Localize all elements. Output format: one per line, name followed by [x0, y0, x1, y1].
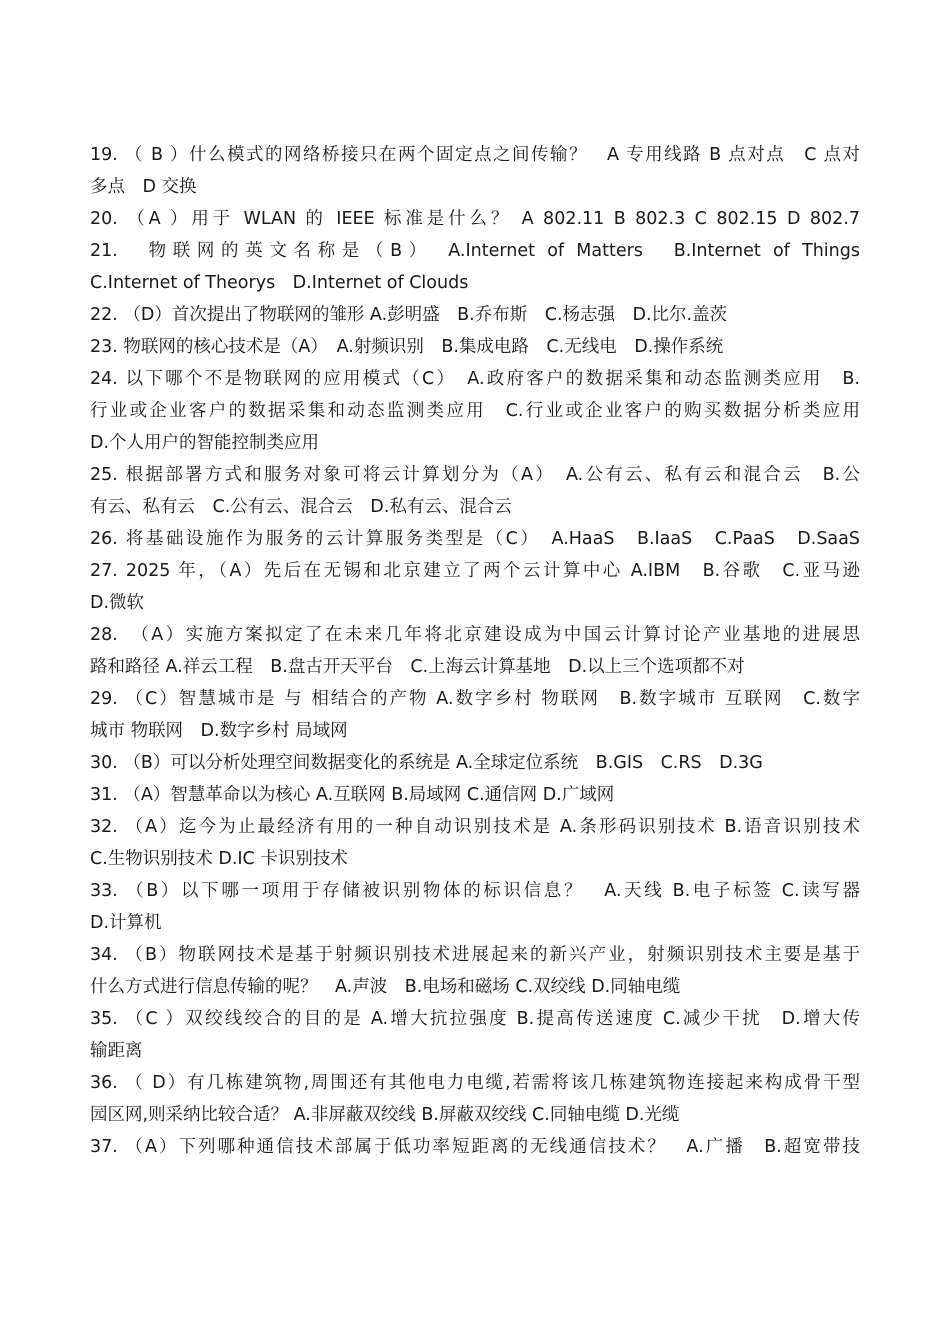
text-line: 34. （B）物联网技术是基于射频识别技术进展起来的新兴产业，射频识别技术主要是基于 — [90, 945, 860, 965]
document-body — [90, 139, 860, 1163]
text-line: 25. 根据部署方式和服务对象可将云计算划分为（A） A.公有云、私有云和混合云 B.公 — [90, 465, 860, 485]
text-line: 27. 2025 年，（A）先后在无锡和北京建立了两个云计算中心 A.IBM B.谷歌 C.亚马逊 — [90, 561, 860, 581]
text-line: 26. 将基础设施作为服务的云计算服务类型是（C） A.HaaS B.IaaS C.PaaS D.SaaS — [90, 529, 860, 549]
text-line: C.Internet of Theorys D.Internet of Clouds — [90, 273, 469, 293]
text-line: 有云、私有云 C.公有云、混合云 D.私有云、混合云 — [90, 497, 512, 517]
text-line: 32. （A）迄今为止最经济有用的一种自动识别技术是 A.条形码识别技术 B.语音识别技术 — [90, 817, 860, 837]
text-line: 路和路径 A.祥云工程 B.盘古开天平台 C.上海云计算基地 D.以上三个选项都不对 — [90, 657, 745, 677]
text-line: 28. （A）实施方案拟定了在未来几年将北京建设成为中国云计算讨论产业基地的进展思 — [90, 625, 860, 645]
text-line: 行业或企业客户的数据采集和动态监测类应用 C.行业或企业客户的购买数据分析类应用 — [90, 401, 860, 421]
text-line: 园区网,则采纳比较合适？ A.非屏蔽双绞线 B.屏蔽双绞线 C.同轴电缆 D.光缆 — [90, 1105, 680, 1125]
text-line: 21. 物联网的英文名称是（B） A.Internet of Matters B.Internet of Things — [90, 241, 860, 261]
text-line: 多点 D 交换 — [90, 177, 197, 197]
text-line: 输距离 — [90, 1041, 143, 1061]
text-line: 33. （B）以下哪一项用于存储被识别物体的标识信息？ A.天线 B.电子标签 C.读写器 — [90, 881, 860, 901]
text-line: 23. 物联网的核心技术是（A） A.射频识别 B.集成电路 C.无线电 D.操作系统 — [90, 337, 724, 357]
text-line: 30. （B）可以分析处理空间数据变化的系统是 A.全球定位系统 B.GIS C.RS D.3G — [90, 753, 763, 773]
text-line: 37. （A）下列哪种通信技术部属于低功率短距离的无线通信技术？ A.广播 B.超宽带技 — [90, 1137, 860, 1157]
text-line: 31. （A）智慧革命以为核心 A.互联网 B.局域网 C.通信网 D.广域网 — [90, 785, 615, 805]
text-line: 29. （C）智慧城市是 与 相结合的产物 A.数字乡村 物联网 B.数字城市 互联网 C.数字 — [90, 689, 860, 709]
text-line: D.计算机 — [90, 913, 162, 933]
text-line: 36. （ D）有几栋建筑物,周围还有其他电力电缆,若需将该几栋建筑物连接起来构成骨干型 — [90, 1073, 860, 1093]
text-line: 什么方式进行信息传输的呢？ A.声波 B.电场和磁场 C.双绞线 D.同轴电缆 — [90, 977, 681, 997]
text-line: 20. （A ）用于 WLAN 的 IEEE 标准是什么？ A 802.11 B 802.3 C 802.15 D 802.7 — [90, 209, 860, 229]
text-line: 22. （D）首次提出了物联网的雏形 A.彭明盛 B.乔布斯 C.杨志强 D.比尔.盖茨 — [90, 305, 728, 325]
text-line: D.微软 — [90, 593, 145, 613]
text-line: 19. （ B ）什么模式的网络桥接只在两个固定点之间传输？ A 专用线路 B 点对点 C 点对 — [90, 145, 860, 165]
text-line: C.生物识别技术 D.IC 卡识别技术 — [90, 849, 348, 869]
text-line: D.个人用户的智能控制类应用 — [90, 433, 320, 453]
text-line: 城市 物联网 D.数字乡村 局域网 — [90, 721, 348, 741]
text-line: 24. 以下哪个不是物联网的应用模式（C） A.政府客户的数据采集和动态监测类应用 B. — [90, 369, 860, 389]
text-line: 35. （C ）双绞线绞合的目的是 A.增大抗拉强度 B.提高传送速度 C.减少干扰 D.增大传 — [90, 1009, 860, 1029]
